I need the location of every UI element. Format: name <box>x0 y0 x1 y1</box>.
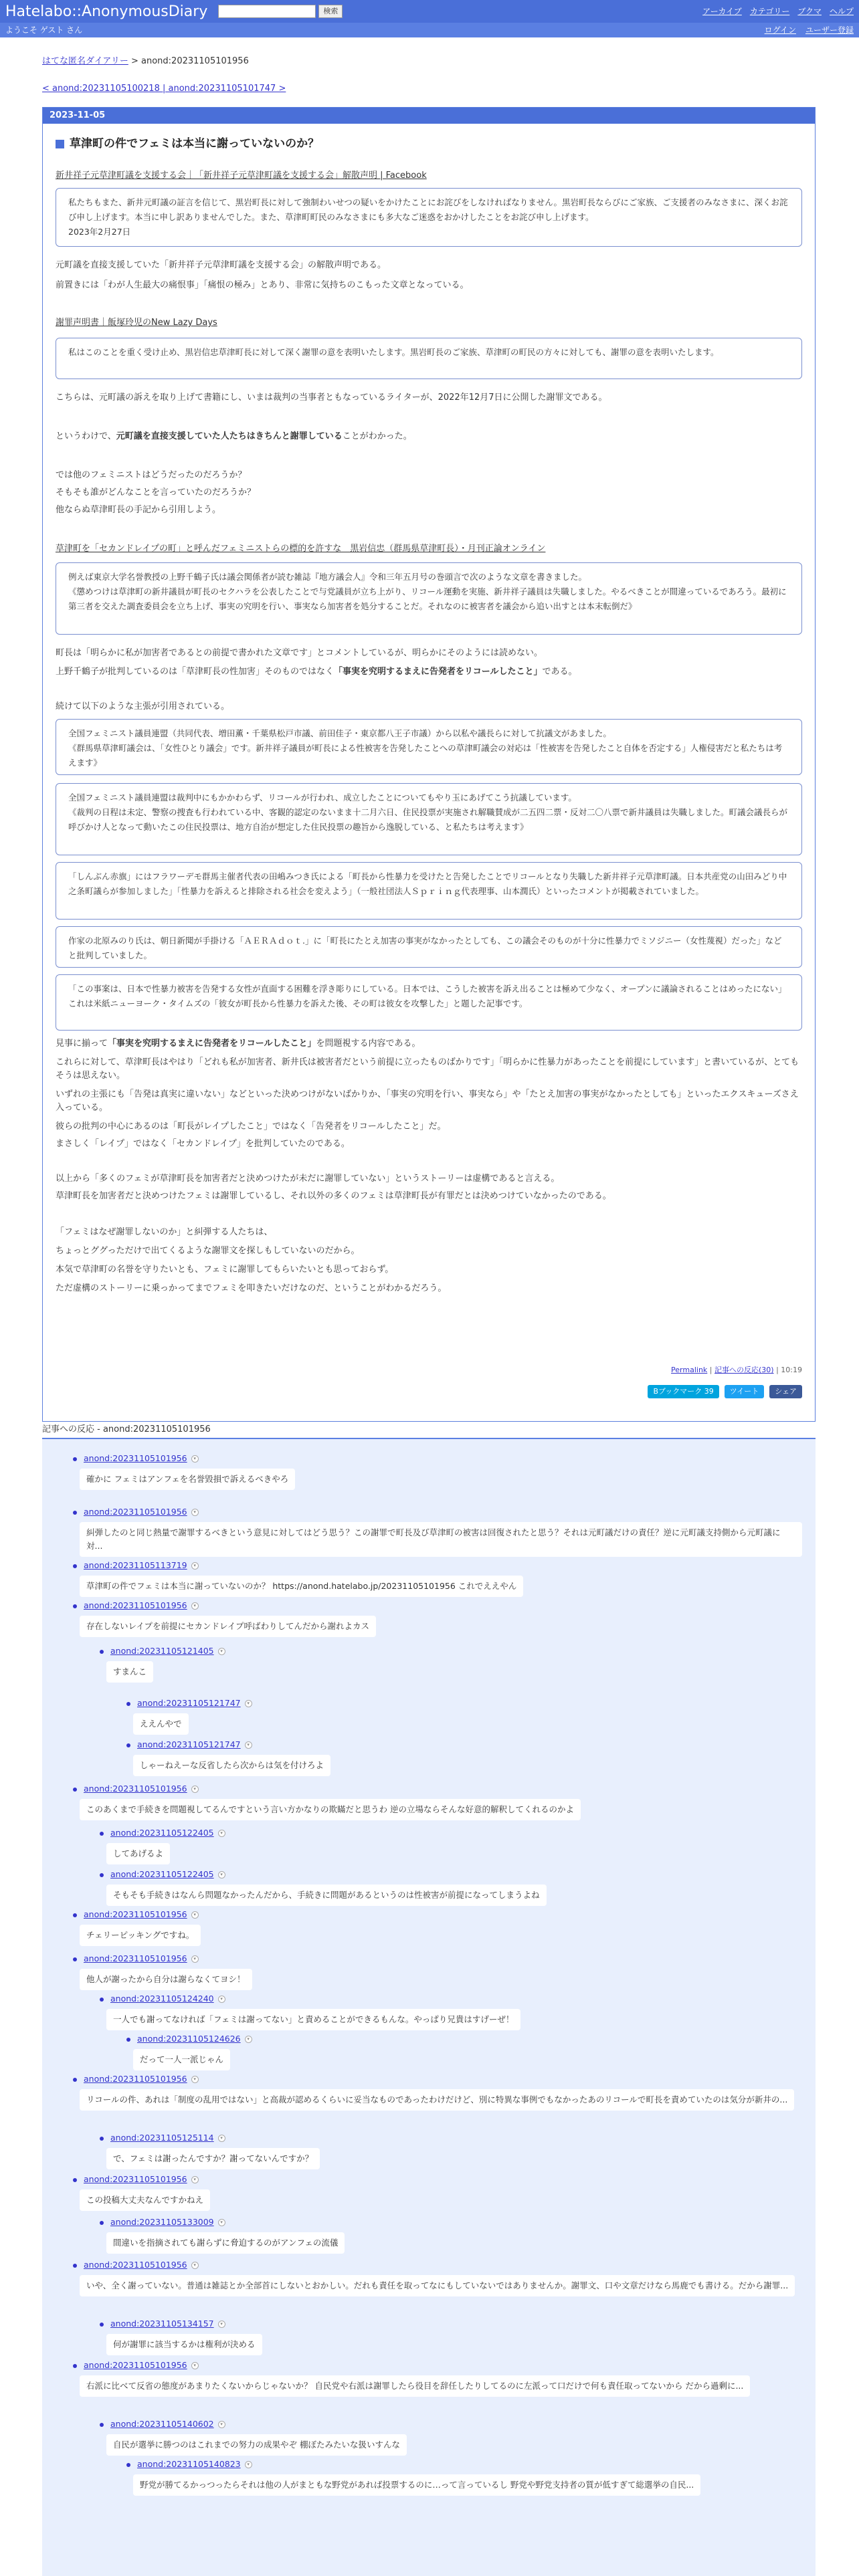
bullet-icon <box>100 1998 104 2002</box>
para-4: というわけで、元町議を直接支援していた人たちはきちんと謝罪していることがわかった。 <box>56 431 412 441</box>
reply-header <box>73 2359 199 2372</box>
reply-text: リコールの件、あれは「制度の乱用ではない」と高裁が認めるくらいに妥当なものであったわけだけど、別に特異な事例でもなかったあのリコールで町長を責めていたのは気分が新井の... <box>80 2089 794 2111</box>
breadcrumb-current: anond:20231105101956 <box>141 56 249 66</box>
entry-footer: Permalink | 記事への反応(30) | 10:19 <box>671 1366 802 1374</box>
reply-header <box>100 2318 225 2331</box>
para-6: そもそも誰がどんなことを言っていたのだろうか？ <box>56 488 256 498</box>
day-date: 2023-11-05 <box>43 108 815 124</box>
quote-2: 私はこのことを重く受け止め、黒岩信忠草津町長に対して深く謝罪の意を表明いたします。黒岩町長のご家族、草津町の町民の方々に対しても、謝罪の意を表明いたします。 <box>56 338 802 379</box>
square-icon <box>56 140 64 148</box>
reply-text: 糾弾したのと同じ熱量で謝罪するべきという意見に対してはどう思う？この謝罪で町長及び草津町の被害は回復されたと思う？それは元町議だけの責任？逆に元町議支持側から元町議に対... <box>80 1522 802 1557</box>
para-8: 町長は「明らかに私が加害者であるとの前提で書かれた文章です」とコメントしているが、明らかにそのようには読めない。 <box>56 648 543 658</box>
bullet-icon <box>73 1957 77 1961</box>
site-logo[interactable]: Hatelabo::AnonymousDiary <box>5 3 208 20</box>
reply-link[interactable]: anond:20231105121405 <box>110 1646 214 1656</box>
expand-icon[interactable]: ▾ <box>191 2362 199 2369</box>
top-header <box>0 0 859 23</box>
bullet-icon <box>100 1873 104 1877</box>
expand-icon[interactable]: ▾ <box>218 2321 225 2328</box>
reply-text: 右派に比べて反省の態度があまりたくないからじゃないか？ 自民党や右派は謝罪したら役目を辞任したりしてるのに左派って口だけで何も責任取ってないから だから過剰に... <box>80 2375 750 2397</box>
expand-icon[interactable]: ▾ <box>191 1786 199 1793</box>
expand-icon[interactable]: ▾ <box>218 1830 225 1837</box>
reply-link[interactable]: anond:20231105101956 <box>84 2074 187 2084</box>
reply-text: 野党が勝てるかっつったらそれは他の人がまともな野党があれば投票するのに…って言っているし 野党や野党支持者の質が低すぎて総選挙の自民... <box>133 2474 700 2496</box>
expand-icon[interactable]: ▾ <box>218 1871 225 1879</box>
expand-icon[interactable]: ▾ <box>191 1509 199 1516</box>
reply-link[interactable]: anond:20231105101956 <box>84 2260 187 2270</box>
para-11-bold: 「事実を究明するまえに告発者をリコールしたこと」 <box>108 1039 316 1049</box>
bullet-icon <box>100 2323 104 2327</box>
bullet-icon <box>73 1913 77 1917</box>
bullet-icon <box>100 2423 104 2427</box>
day-section <box>42 107 816 1422</box>
bullet-icon <box>73 1564 77 1568</box>
para-10: 続けて以下のような主張が引用されている。 <box>56 702 230 712</box>
para-7: 他ならぬ草津町長の手記から引用しよう。 <box>56 505 221 515</box>
bullet-icon <box>100 2221 104 2225</box>
expand-icon[interactable]: ▾ <box>191 1911 199 1919</box>
prev-next-link[interactable]: < anond:20231105100218 | anond:20231105101747 > <box>42 84 286 94</box>
expand-icon[interactable]: ▾ <box>191 1955 199 1963</box>
reply-text: 確かに フェミはアンフェを名誉毀損で訴えるべきやろ <box>80 1469 295 1490</box>
bullet-icon <box>73 2364 77 2368</box>
bullet-icon <box>126 1702 130 1706</box>
reply-text: だって一人一派じゃん <box>133 2049 230 2070</box>
top-nav <box>702 5 854 17</box>
reactions-heading: 記事への反応 - anond:20231105101956 <box>42 1424 211 1434</box>
reply-link[interactable]: anond:20231105124626 <box>137 2034 241 2044</box>
expand-icon[interactable]: ▾ <box>245 1741 252 1749</box>
expand-icon[interactable]: ▾ <box>218 1648 225 1655</box>
search-button[interactable]: 検索 <box>318 5 343 18</box>
reply-header <box>100 2216 225 2229</box>
para-9-bold: 「事実を究明するまえに告発者をリコールしたこと」 <box>334 667 543 677</box>
reply-header <box>73 1600 199 1612</box>
para-15: まさしく「レイプ」ではなく「セカンドレイプ」を批判していたのである。 <box>56 1139 350 1149</box>
reply-header <box>126 2033 252 2046</box>
reply-text: 他人が謝ったから自分は謝らなくてヨシ！ <box>80 1969 252 1990</box>
reply-link[interactable]: anond:20231105121747 <box>137 1739 241 1749</box>
reactions-tree <box>42 1438 816 2576</box>
reply-link[interactable]: anond:20231105140823 <box>137 2459 241 2469</box>
bullet-icon <box>73 1457 77 1461</box>
search-input[interactable] <box>218 5 316 18</box>
reply-link[interactable]: anond:20231105101956 <box>84 1784 187 1794</box>
prev-next-links <box>42 82 286 96</box>
quote-8: 「この事案は、日本で性暴力被害を告発する女性が直面する困難を浮き彫りにしている。日本では、こうした被害を訴え出ることは極めて少なく、オープンに議論されることはめったにない」 これは米紙ニューヨーク・タイムズの「彼女が町長から性暴力を訴えた後、その町は彼女を攻撃した」と題した記事です。 <box>56 974 802 1031</box>
reply-text: しゃーねえーな反省したら次からは気を付けろよ <box>133 1755 330 1776</box>
nav-help[interactable]: ヘルプ <box>829 7 854 16</box>
quote-1: 私たちもまた、新井元町議の証言を信じて、黒岩町長に対して強制わいせつの疑いをかけたことにお詫びをしなければなりません。黒岩町長ならびにご家族、ご支援者のみなさまに、深くお詫び申し上げます。本当に申し訳ありませんでした。また、草津町町民のみなさまにも多大なご迷惑をおかけしたことをお詫び申し上げます。 2023年2月27日 <box>56 188 802 247</box>
share-buttons <box>648 1385 802 1398</box>
reply-header <box>73 2259 199 2272</box>
quote-3: 例えば東京大学名誉教授の上野千鶴子氏は議会関係者が読む雑誌『地方議会人』令和三年五月号の巻頭言で次のような文章を書きました。 《懲めつけは草津町の新井議員が町長のセクハラを公表したことで与党議員が立ち上がり、リコール運動を実施、新井祥子議員は失職しました。やるべきことが間違っているであろう。最初に第三者を交えた調査委員会を立ち上げ、事実の究明を行い、事実なら加害者を処分することだ。それなのに被害者を議会から追い出すとは本末転倒だ》 <box>56 562 802 635</box>
nav-category[interactable]: カテゴリー <box>749 7 790 16</box>
reply-link[interactable]: anond:20231105101956 <box>84 1507 187 1517</box>
nav-bookmark[interactable]: ブクマ <box>797 7 822 16</box>
bullet-icon <box>73 1511 77 1515</box>
reply-text: 存在しないレイプを前提にセカンドレイプ呼ばわりしてんだから謝れよカス <box>80 1616 376 1637</box>
para-16: 以上から「多くのフェミが草津町長を加害者だと決めつけたが未だに謝罪していない」というストーリーは虚構であると言える。 <box>56 1174 560 1184</box>
reply-header <box>126 1697 252 1710</box>
reply-text: 自民が選挙に勝つのはこれまでの努力の成果やぞ 棚ぼたみたいな扱いすんな <box>106 2434 407 2456</box>
reply-header <box>73 2173 199 2186</box>
para-20: 本気で草津町の名誉を守りたいとも、フェミに謝罪してもらいたいとも思っておらず。 <box>56 1265 394 1275</box>
reply-header <box>73 1560 199 1572</box>
reply-text: してあげるよ <box>106 1843 170 1864</box>
bullet-icon <box>100 1650 104 1654</box>
reply-header <box>100 1645 225 1658</box>
entry-time: | 10:19 <box>776 1366 802 1374</box>
reply-link[interactable]: anond:20231105140602 <box>110 2419 214 2429</box>
reply-link[interactable]: anond:20231105101956 <box>84 1453 187 1463</box>
entry-title-text[interactable]: 草津町の件でフェミは本当に謝っていないのか？ <box>70 137 320 150</box>
bullet-icon <box>73 2078 77 2082</box>
breadcrumb-sep: > <box>128 56 142 66</box>
register-link[interactable]: ユーザー登録 <box>805 25 854 35</box>
reply-text: 一人でも謝ってなければ「フェミは謝ってない」と責めることができるもんな。やっぱり兄貴はすげーぜ！ <box>106 2009 520 2030</box>
reply-header <box>73 1909 199 1921</box>
expand-icon[interactable]: ▾ <box>191 1562 199 1570</box>
bullet-icon <box>73 1788 77 1792</box>
reply-header <box>73 1953 199 1965</box>
reply-link[interactable]: anond:20231105101956 <box>84 1909 187 1919</box>
reply-text: 何が謝罪に該当するかは権利が決める <box>106 2334 262 2355</box>
reply-text: 間違いを指摘されても謝らずに脅迫するのがアンフェの流儀 <box>106 2232 345 2254</box>
para-18: 「フェミはなぜ謝罪しないのか」と糾弾する人たちは、 <box>56 1227 273 1237</box>
reply-header <box>126 2458 252 2471</box>
reply-link[interactable]: anond:20231105101956 <box>84 2360 187 2370</box>
reply-text: いや、全く謝っていない。普通は雑誌とか全部首にしないとおかしい。だれも責任を取ってなにもしていないではありませんか。謝罪文、口や文章だけなら馬鹿でも書ける。だから謝罪... <box>80 2275 795 2296</box>
quote-6: 「しんぶん赤旗」にはフラワーデモ群馬主催者代表の田嶋みつき氏による「町長から性暴力を受けたと告発したことでリコールとなり失職した新井祥子元草津町議。日本共産党の山田みどり中之条町議らが参加しました」「性暴力を訴えると排除される社会を変えよう」（一般社団法人Ｓｐｒｉｎｇ代表理事、山本潤氏）といったコメントが掲載されていました。 <box>56 862 802 920</box>
reply-link[interactable]: anond:20231105122405 <box>110 1828 214 1838</box>
reply-header <box>100 2132 225 2145</box>
tweet-button[interactable]: ツイート <box>725 1385 764 1398</box>
para-4-bold: 元町議を直接支援していた人たちはきちんと謝罪している <box>116 431 343 441</box>
bullet-icon <box>100 2137 104 2141</box>
permalink[interactable]: Permalink <box>671 1366 708 1374</box>
quote-7: 作家の北原みのり氏は、朝日新聞が手掛ける「ＡＥＲＡｄｏｔ.」に「町長にたとえ加害の事実がなかったとしても、この議会そのものが十分に性暴力でミソジニー（女性蔑視）だった」などと批判していました。 <box>56 926 802 968</box>
source-link-1[interactable]: 新井祥子元草津町議を支援する会｜「新井祥子元草津町議を支援する会」解散声明 | Facebook <box>56 171 427 181</box>
para-2: 前置きには「わが人生最大の痛恨事」「痛恨の極み」とあり、非常に気持ちのこもった文章となっている。 <box>56 280 469 290</box>
reply-link[interactable]: anond:20231105101956 <box>84 1953 187 1963</box>
reply-header <box>73 1453 199 1465</box>
breadcrumb <box>42 55 249 68</box>
quote-5: 全国フェミニスト議員連盟は裁判中にもかかわらず、リコールが行われ、成立したことについてもやり玉にあげてこう抗議しています。 《裁判の日程は未定、警察の捜査も行われている中、客観的認定のないまま十二月六日、住民投票が実施され解職賛成が二五四二票・反対二〇八票で新井議員は失職しました。町議会議長らが呼びかけ人となって動いたこの住民投票は、地方自治が想定した住民投票の趣旨から逸脱している、と私たちは考えます》 <box>56 783 802 855</box>
reply-link[interactable]: anond:20231105101956 <box>84 2174 187 2184</box>
reply-header <box>73 2073 199 2086</box>
source-link-3[interactable]: 草津町を「セカンドレイプの町」と呼んだフェミニストらの標的を許すな 黒岩信忠（群馬県草津町長）・月刊正論オンライン <box>56 544 546 554</box>
reactions-link[interactable]: 記事への反応(30) <box>714 1366 774 1374</box>
reply-header <box>126 1739 252 1751</box>
para-21: ただ虚構のストーリーに乗っかってまでフェミを叩きたいだけなのだ、ということがわかるだろう。 <box>56 1283 447 1293</box>
expand-icon[interactable]: ▾ <box>218 2135 225 2142</box>
reply-text: ええんやで <box>133 1713 189 1735</box>
reply-link[interactable]: anond:20231105113719 <box>84 1560 187 1570</box>
reply-link[interactable]: anond:20231105122405 <box>110 1869 214 1879</box>
expand-icon[interactable]: ▾ <box>218 1996 225 2003</box>
reply-text: で、フェミは謝ったんですか？謝ってないんですか？ <box>106 2148 320 2169</box>
facebook-share-button[interactable]: シェア <box>769 1385 802 1398</box>
bullet-icon <box>73 2178 77 2182</box>
reply-text: すまんこ <box>106 1661 153 1683</box>
para-13: いずれの主張にも「告発は真実に違いない」などといった決めつけがないばかりか、「事実の究明を行い、事実なら」や「たとえ加害の事実がなかったとしても」といったエクスキューズさえ入っている。 <box>56 1089 799 1113</box>
para-9: 上野千鶴子が批判しているのは「草津町長の性加害」そのものではなく「事実を究明するまえに告発者をリコールしたこと」である。 <box>56 667 577 677</box>
expand-icon[interactable]: ▾ <box>245 2461 252 2468</box>
reply-header <box>100 2418 225 2431</box>
para-17: 草津町長を加害者だと決めつけたフェミは謝罪しているし、それ以外の多くのフェミは草津町長が有罪だとは決めつけていなかったのである。 <box>56 1191 611 1201</box>
reply-link[interactable]: anond:20231105124240 <box>110 1994 214 2004</box>
expand-icon[interactable]: ▾ <box>191 1455 199 1463</box>
quote-4: 全国フェミニスト議員連盟（共同代表、増田薫・千葉県松戸市議、前田佳子・東京都八王子市議）から以私や議長らに対して抗議文があました。 《群馬県草津町議会は、「女性ひとり議会」です。新井祥子議員が町長による性被害を告発したことへの草津町議会の対応は「性被害を告発したこと自体を否定する」人権侵害だと私たちは考えます》 <box>56 719 802 775</box>
expand-icon[interactable]: ▾ <box>245 2036 252 2043</box>
nav-archive[interactable]: アーカイブ <box>702 7 742 16</box>
reply-text: チェリーピッキングですね。 <box>80 1925 201 1946</box>
reply-header <box>73 1506 199 1519</box>
expand-icon[interactable]: ▾ <box>191 2176 199 2183</box>
expand-icon[interactable]: ▾ <box>191 1602 199 1610</box>
reply-text: このあくまで手続きを問題視してるんですという言い方かなりの欺瞞だと思うわ 逆の立場ならそんな好意的解釈してくれるのかよ <box>80 1799 581 1820</box>
reply-link[interactable]: anond:20231105134157 <box>110 2319 214 2329</box>
expand-icon[interactable]: ▾ <box>218 2219 225 2226</box>
reply-header <box>100 1993 225 2006</box>
reply-link[interactable]: anond:20231105125114 <box>110 2133 214 2143</box>
welcome-text: ようこそ ゲスト さん <box>5 25 83 35</box>
reply-header <box>73 1783 199 1796</box>
para-1: 元町議を直接支援していた「新井祥子元草津町議を支援する会」の解散声明である。 <box>56 260 387 270</box>
reply-text: 草津町の件でフェミは本当に謝っていないのか？ https://anond.hatelabo.jp/20231105101956 これでええやん <box>80 1576 523 1597</box>
para-12: これらに対して、草津町長はやはり「どれも私が加害者、新井氏は被害者だという前提に立ったものばかりです」「明らかに性暴力があったことを前提にしています」と書いているが、とてもそうは思えない。 <box>56 1057 799 1081</box>
expand-icon[interactable]: ▾ <box>245 1700 252 1707</box>
para-5: では他のフェミニストはどうだったのだろうか？ <box>56 470 247 480</box>
reply-header <box>100 1827 225 1840</box>
login-link[interactable]: ログイン <box>764 25 796 35</box>
para-14: 彼らの批判の中心にあるのは「町長がレイプしたこと」ではなく「告発者をリコールしたこと」だ。 <box>56 1121 446 1132</box>
entry-title <box>56 136 802 153</box>
reply-link[interactable]: anond:20231105133009 <box>110 2217 214 2227</box>
para-3: こちらは、元町議の訴えを取り上げて書籍にし、いまは裁判の当事者ともなっているライターが、2022年12月7日に公開した謝罪文である。 <box>56 393 607 403</box>
expand-icon[interactable]: ▾ <box>191 2076 199 2083</box>
bullet-icon <box>126 1743 130 1747</box>
breadcrumb-home[interactable]: はてな匿名ダイアリー <box>42 56 128 66</box>
reply-text: そもそも手続きはなんら問題なかったんだから、手続きに問題があるというのは性被害が前提になってしまうよね <box>106 1885 547 1906</box>
expand-icon[interactable]: ▾ <box>191 2262 199 2269</box>
reply-header <box>100 1868 225 1881</box>
bullet-icon <box>100 1832 104 1836</box>
bullet-icon <box>73 1604 77 1608</box>
bullet-icon <box>126 2463 130 2467</box>
source-link-2[interactable]: 謝罪声明書｜飯塚玲児のNew Lazy Days <box>56 318 217 328</box>
bullet-icon <box>73 2264 77 2268</box>
para-11: 見事に揃って「事実を究明するまえに告発者をリコールしたこと」を問題視する内容である。 <box>56 1039 421 1049</box>
para-19: ちょっとググっただけで出てくるような謝罪文を探しもしていないのだから。 <box>56 1246 360 1256</box>
bullet-icon <box>126 2038 130 2042</box>
bookmark-button[interactable]: Bブックマーク 39 <box>648 1385 719 1398</box>
reply-link[interactable]: anond:20231105121747 <box>137 1698 241 1708</box>
user-bar <box>0 23 859 37</box>
reply-link[interactable]: anond:20231105101956 <box>84 1600 187 1610</box>
expand-icon[interactable]: ▾ <box>218 2421 225 2428</box>
reply-text: この投稿大丈夫なんですかねえ <box>80 2189 210 2211</box>
